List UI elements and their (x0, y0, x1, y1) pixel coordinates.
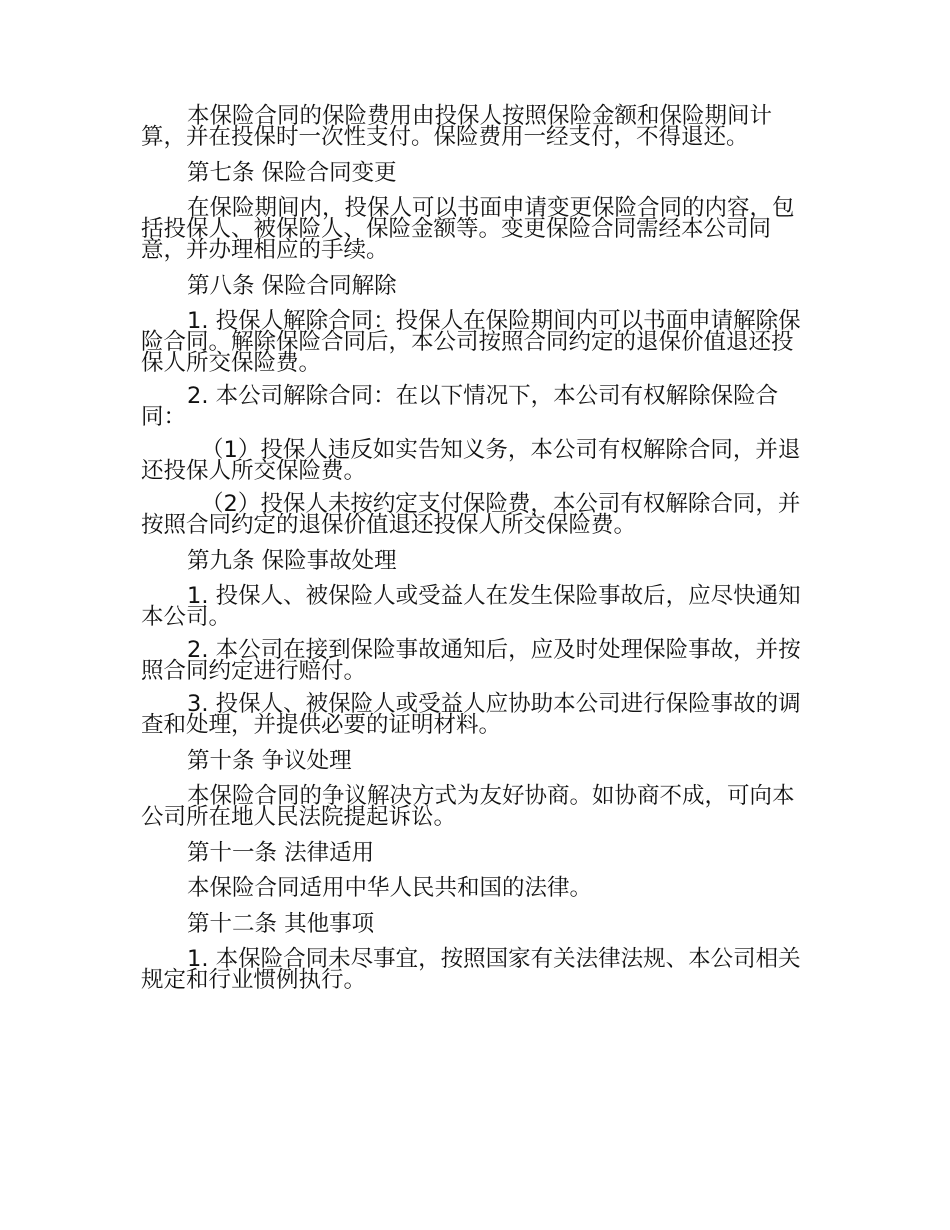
heading-article-8: 第八条 保险合同解除 (187, 273, 397, 299)
paragraph-termination-case-1: （1）投保人违反如实告知义务，本公司有权解除合同，并退还投保人所交保险费。 (141, 437, 801, 484)
heading-article-12: 第十二条 其他事项 (187, 911, 375, 937)
heading-article-11: 第十一条 法律适用 (187, 840, 375, 866)
heading-article-9: 第九条 保险事故处理 (187, 548, 397, 574)
paragraph-dispute-resolution: 本保险合同的争议解决方式为友好协商。如协商不成，可向本公司所在地人民法院提起诉讼。 (141, 783, 795, 830)
paragraph-termination-case-2: （2）投保人未按约定支付保险费，本公司有权解除合同，并按照合同约定的退保价值退还投保人所交保险费。 (141, 491, 801, 538)
paragraph-premium-payment: 本保险合同的保险费用由投保人按照保险金额和保险期间计算，并在投保时一次性支付。保险费用一经支付，不得退还。 (141, 103, 773, 150)
paragraph-governing-law: 本保险合同适用中华人民共和国的法律。 (187, 875, 593, 901)
document-body (141, 103, 811, 1003)
heading-article-10: 第十条 争议处理 (187, 748, 352, 774)
paragraph-accident-cooperation: 3. 投保人、被保险人或受益人应协助本公司进行保险事故的调查和处理，并提供必要的证明材料。 (141, 691, 801, 738)
paragraph-policyholder-termination: 1. 投保人解除合同：投保人在保险期间内可以书面申请解除保险合同。解除保险合同后，本公司按照合同约定的退保价值退还投保人所交保险费。 (141, 308, 801, 376)
heading-article-7: 第七条 保险合同变更 (187, 160, 397, 186)
paragraph-contract-change: 在保险期间内，投保人可以书面申请变更保险合同的内容，包括投保人、被保险人、保险金额等。变更保险合同需经本公司同意，并办理相应的手续。 (141, 195, 795, 263)
paragraph-accident-handling: 2. 本公司在接到保险事故通知后，应及时处理保险事故，并按照合同约定进行赔付。 (141, 637, 801, 684)
paragraph-accident-notice: 1. 投保人、被保险人或受益人在发生保险事故后，应尽快通知本公司。 (141, 583, 801, 630)
paragraph-other-matters: 1. 本保险合同未尽事宜，按照国家有关法律法规、本公司相关规定和行业惯例执行。 (141, 946, 801, 993)
paragraph-company-termination: 2. 本公司解除合同：在以下情况下，本公司有权解除保险合同： (141, 383, 779, 430)
